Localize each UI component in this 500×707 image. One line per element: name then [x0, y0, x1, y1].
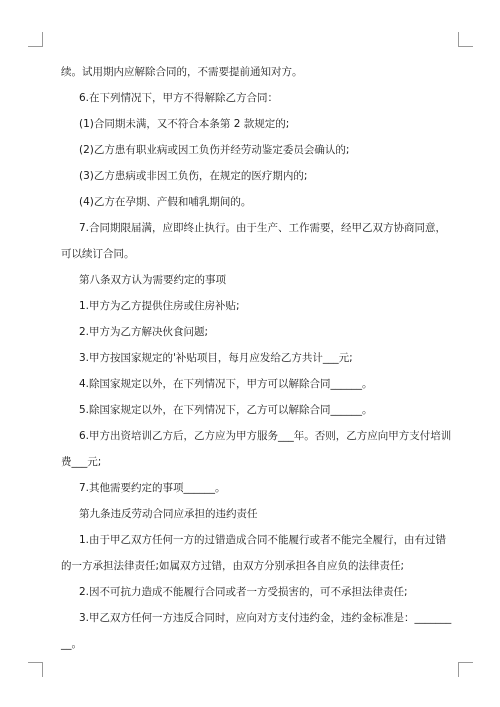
crop-mark-top-left — [28, 32, 43, 47]
line-spacer — [61, 521, 441, 533]
line-spacer — [61, 573, 441, 585]
line-spacer — [61, 547, 441, 559]
line-spacer — [61, 131, 441, 143]
line-spacer — [61, 235, 441, 247]
text-line: 的一方承担法律责任;如属双方过错，由双方分别承担各自应负的法律责任; — [61, 560, 405, 572]
line-spacer — [61, 495, 441, 507]
text-line: (4)乙方在孕期、产假和哺乳期间的。 — [79, 196, 252, 208]
line-spacer — [61, 79, 441, 91]
line-spacer — [61, 469, 441, 481]
text-line: 3.甲乙双方任何一方违反合同时，应向对方支付违约金，违约金标准是：_______ — [79, 612, 452, 624]
line-spacer — [61, 391, 441, 403]
line-spacer — [61, 287, 441, 299]
line-spacer — [61, 313, 441, 325]
line-spacer — [61, 599, 441, 611]
text-line: 6.甲方出资培训乙方后，乙方应为甲方服务___年。否则，乙方应向甲方支付培训 — [79, 430, 452, 442]
line-spacer — [61, 183, 441, 195]
text-line: 7.合同期限届满，应即终止执行。由于生产、工作需要，经甲乙双方协商同意， — [79, 222, 447, 234]
text-line: __。 — [61, 638, 82, 650]
text-line: 第九条违反劳动合同应承担的违约责任 — [79, 508, 258, 520]
text-line: 3.甲方按国家规定的'补贴项目，每月应发给乙方共计___元; — [79, 352, 353, 364]
text-line: 2.甲方为乙方解决伙食问题; — [79, 326, 209, 338]
text-line: 1.甲方为乙方提供住房或住房补贴; — [79, 300, 240, 312]
text-line: 7.其他需要约定的事项______。 — [79, 482, 226, 494]
text-line: 1.由于甲乙双方任何一方的过错造成合同不能履行或者不能完全履行，由有过错 — [79, 534, 447, 546]
text-line: 续。试用期内应解除合同的，不需要提前通知对方。 — [61, 66, 303, 78]
document-body — [61, 65, 452, 651]
text-line: (2)乙方患有职业病或因工负伤并经劳动鉴定委员会确认的; — [79, 144, 350, 156]
line-spacer — [61, 339, 441, 351]
line-spacer — [61, 261, 441, 273]
text-line: (3)乙方患病或非因工负伤，在规定的医疗期内的; — [79, 170, 308, 182]
text-line: 2.因不可抗力造成不能履行合同或者一方受损害的，可不承担法律责任; — [79, 586, 408, 598]
text-line: 可以续订合同。 — [61, 248, 135, 260]
text-line: 4.除国家规定以外，在下列情况下，甲方可以解除合同______。 — [79, 378, 373, 390]
text-line: 5.除国家规定以外，在下列情况下，乙方可以解除合同______。 — [79, 404, 373, 416]
text-line: 费___元; — [61, 456, 102, 468]
line-spacer — [61, 157, 441, 169]
text-line: (1)合同期未满，又不符合本条第 2 款规定的; — [79, 118, 290, 130]
line-spacer — [61, 417, 441, 429]
crop-mark-bottom-left — [28, 662, 43, 677]
crop-mark-bottom-right — [458, 662, 473, 677]
text-line: 6.在下列情况下，甲方不得解除乙方合同： — [79, 92, 279, 104]
line-spacer — [61, 625, 441, 637]
line-spacer — [61, 105, 441, 117]
text-line: 第八条双方认为需要约定的事项 — [79, 274, 226, 286]
line-spacer — [61, 209, 441, 221]
line-spacer — [61, 443, 441, 455]
crop-mark-top-right — [458, 32, 473, 47]
line-spacer — [61, 365, 441, 377]
